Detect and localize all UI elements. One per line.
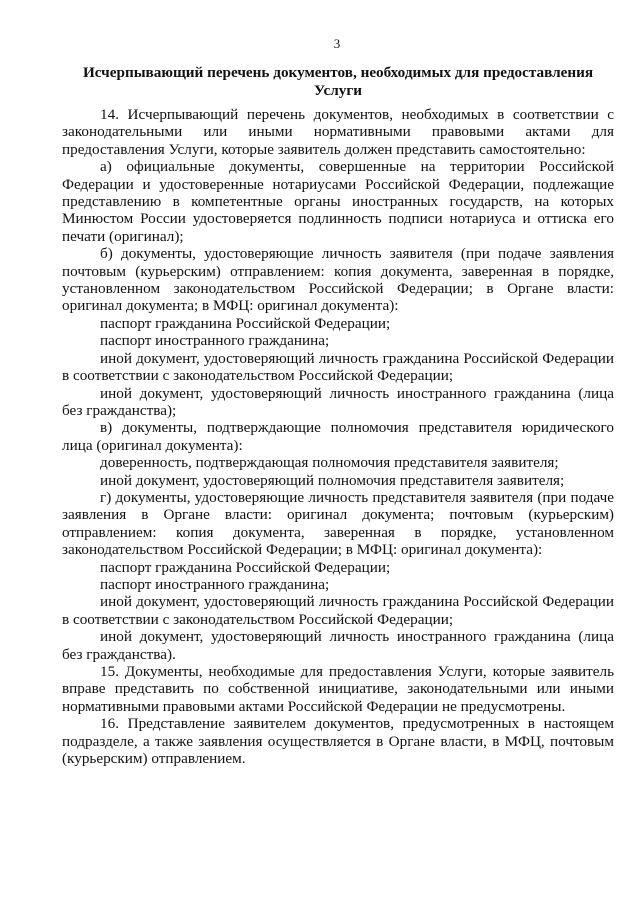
paragraph: паспорт иностранного гражданина;	[100, 332, 330, 350]
paragraph: б) документы, удостоверяющие личность заявителя (при подаче заявления почтовым (курьерским) отправлением: копия документа, заверенная в порядке, установленном законодательством Российской Федерации; в Органе власти: оригинал документа; в МФЦ: оригинал документа):	[62, 245, 614, 315]
paragraph: паспорт гражданина Российской Федерации;	[100, 314, 391, 332]
paragraph: иной документ, удостоверяющий личность иностранного гражданина (лица без гражданства);	[62, 384, 614, 419]
paragraph: а) официальные документы, совершенные на территории Российской Федерации и удостоверенные нотариусами Российской Федерации, подлежащие представлению в компетентные органы иностранных государств, на которых Минюстом России удостоверяется подлинность подписи нотариуса и оттиска его печати (оригинал);	[62, 158, 614, 245]
paragraph: иной документ, удостоверяющий полномочия представителя заявителя;	[100, 471, 565, 489]
paragraph: в) документы, подтверждающие полномочия представителя юридического лица (оригинал документа):	[62, 419, 614, 454]
paragraph: 14. Исчерпывающий перечень документов, необходимых в соответствии с законодательными или иными нормативными правовыми актами для предоставления Услуги, которые заявитель должен представить самостоятельно:	[62, 106, 614, 158]
paragraph: паспорт гражданина Российской Федерации;	[100, 558, 391, 576]
paragraph: 16. Представление заявителем документов, предусмотренных в настоящем подразделе, а также заявления осуществляется в Органе власти, в МФЦ, почтовым (курьерским) отправлением.	[62, 715, 614, 768]
paragraph: г) документы, удостоверяющие личность представителя заявителя (при подаче заявления в Органе власти: оригинал документа; почтовым (курьерским) отправлением: копия документа, заверенная в порядке, установленном законодательством Российской Федерации; в МФЦ: оригинал документа):	[62, 488, 614, 559]
page-number: 3	[333, 36, 341, 51]
document-body	[62, 106, 614, 767]
paragraph: 15. Документы, необходимые для предоставления Услуги, которые заявитель вправе представить по собственной инициативе, законодательными или иными нормативными правовыми актами Российской Федерации не предусмотрены.	[62, 663, 614, 715]
paragraph: паспорт иностранного гражданина;	[100, 575, 330, 593]
paragraph: иной документ, удостоверяющий личность иностранного гражданина (лица без гражданства).	[62, 628, 614, 663]
paragraph: иной документ, удостоверяющий личность гражданина Российской Федерации в соответствии с законодательством Российской Федерации;	[62, 349, 614, 385]
paragraph: иной документ, удостоверяющий личность гражданина Российской Федерации в соответствии с законодательством Российской Федерации;	[62, 593, 614, 628]
paragraph: доверенность, подтверждающая полномочия представителя заявителя;	[100, 454, 559, 472]
section-title: Исчерпывающий перечень документов, необходимых для предоставления Услуги	[82, 64, 594, 99]
